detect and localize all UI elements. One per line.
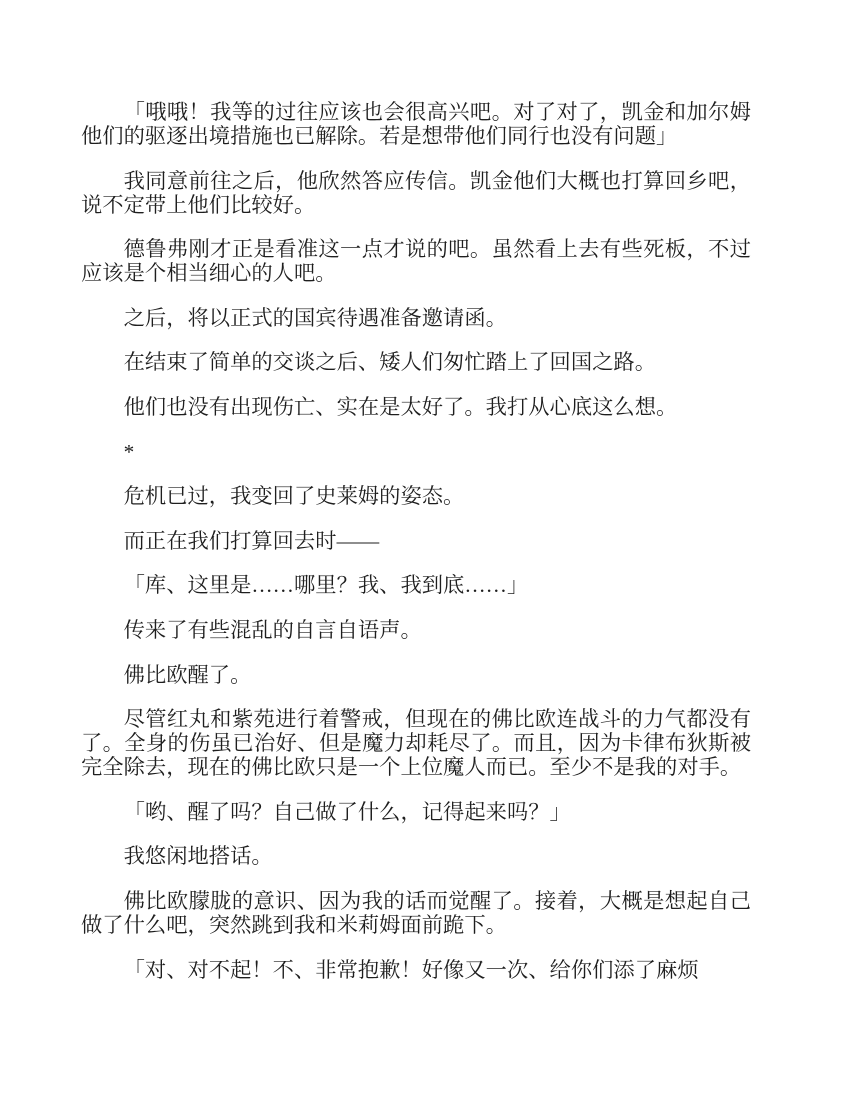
paragraph: 我悠闲地搭话。 — [123, 844, 273, 869]
paragraph: 我同意前往之后，他欣然答应传信。凯金他们大概也打算回乡吧，说不定带上他们比较好。 — [81, 168, 751, 217]
paragraph: 在结束了简单的交谈之后、矮人们匆忙踏上了回国之路。 — [123, 350, 657, 375]
paragraph: 而正在我们打算回去时—— — [123, 528, 380, 553]
paragraph: 尽管红丸和紫苑进行着警戒，但现在的佛比欧连战斗的力气都没有了。全身的伤虽已治好、但是魔力却耗尽了。而且，因为卡律布狄斯被完全除去，现在的佛比欧只是一个上位魔人而已。至少不是我的对手。 — [81, 707, 751, 780]
paragraph: 佛比欧朦胧的意识、因为我的话而觉醒了。接着，大概是想起自己做了什么吧，突然跳到我和米莉姆面前跪下。 — [81, 888, 751, 937]
paragraph: 危机已过，我变回了史莱姆的姿态。 — [123, 484, 465, 509]
paragraph: 佛比欧醒了。 — [123, 662, 252, 687]
paragraph: 传来了有些混乱的自言自语声。 — [123, 617, 422, 642]
section-separator: * — [123, 439, 135, 464]
paragraph: 「对、对不起！不、非常抱歉！好像又一次、给你们添了麻烦 — [123, 957, 699, 982]
paragraph: 「哦哦！我等的过往应该也会很高兴吧。对了对了，凯金和加尔姆他们的驱逐出境措施也已解除。若是想带他们同行也没有问题」 — [81, 100, 751, 148]
paragraph: 「哟、醒了吗？自己做了什么，记得起来吗？」 — [123, 799, 571, 824]
paragraph: 之后，将以正式的国宾待遇准备邀请函。 — [123, 305, 507, 330]
paragraph: 他们也没有出现伤亡、实在是太好了。我打从心底这么想。 — [123, 394, 678, 419]
paragraph: 德鲁弗刚才正是看准这一点才说的吧。虽然看上去有些死板，不过应该是个相当细心的人吧。 — [81, 237, 751, 286]
paragraph: 「库、这里是……哪里？我、我到底……」 — [123, 573, 529, 598]
